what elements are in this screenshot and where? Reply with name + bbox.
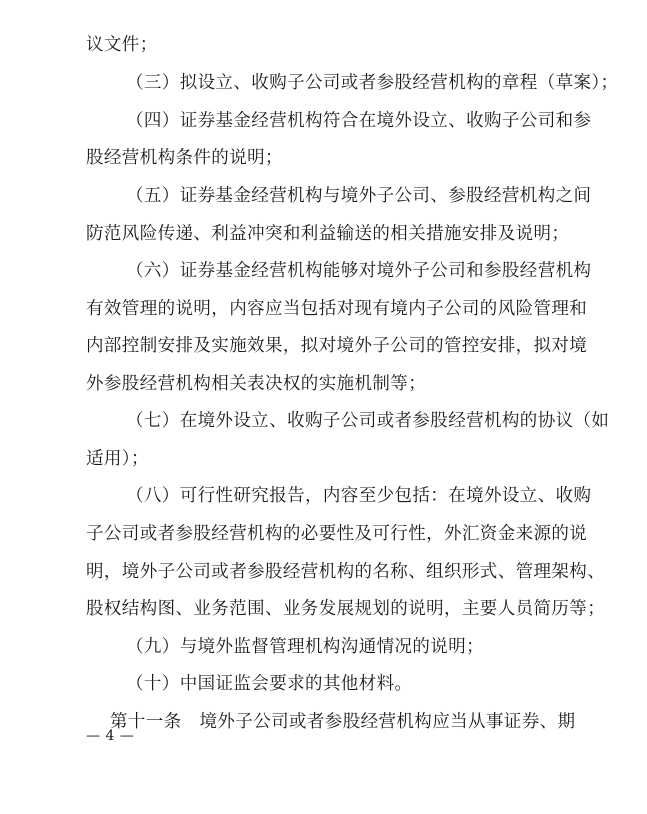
text-line-1: 议文件； (86, 35, 158, 55)
text-line-17: （九）与境外监督管理机构沟通情况的说明； (126, 637, 484, 657)
text-line-12: 适用）； (86, 449, 149, 469)
article-heading-line: 第十一条 境外子公司或者参股经营机构应当从事证券、期 (110, 712, 576, 732)
text-line-14: 子公司或者参股经营机构的必要性及可行性，外汇资金来源的说 (86, 524, 588, 544)
text-line-18: （十）中国证监会要求的其他材料。 (126, 674, 413, 694)
text-line-13: （八）可行性研究报告，内容至少包括：在境外设立、收购 (126, 486, 592, 506)
page-number: — 4 — (86, 728, 135, 744)
text-line-5: （五）证券基金经营机构与境外子公司、参股经营机构之间 (126, 186, 592, 206)
text-line-11: （七）在境外设立、收购子公司或者参股经营机构的协议（如 (126, 411, 610, 431)
text-line-7: （六）证券基金经营机构能够对境外子公司和参股经营机构 (126, 261, 592, 281)
text-line-3: （四）证券基金经营机构符合在境外设立、收购子公司和参 (126, 111, 592, 131)
text-line-8: 有效管理的说明，内容应当包括对现有境内子公司的风险管理和 (86, 299, 588, 319)
text-line-6: 防范风险传递、利益冲突和利益输送的相关措施安排及说明； (86, 224, 570, 244)
text-line-9: 内部控制安排及实施效果，拟对境外子公司的管控安排，拟对境 (86, 336, 588, 356)
text-line-10: 外参股经营机构相关表决权的实施机制等； (86, 374, 427, 394)
text-line-4: 股经营机构条件的说明； (86, 148, 283, 168)
text-line-16: 股权结构图、业务范围、业务发展规划的说明，主要人员简历等； (86, 599, 606, 619)
text-line-15: 明，境外子公司或者参股经营机构的名称、组织形式、管理架构、 (86, 562, 606, 582)
text-line-2: （三）拟设立、收购子公司或者参股经营机构的章程（草案）； (126, 73, 619, 93)
